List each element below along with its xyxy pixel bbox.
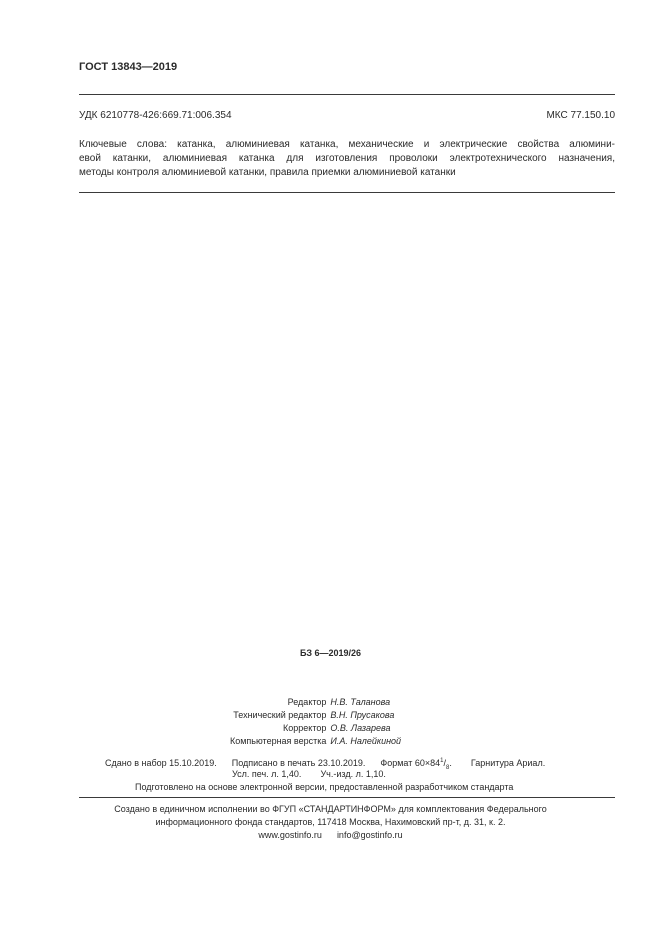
signed-date: Подписано в печать 23.10.2019.: [231, 758, 366, 768]
submitted-date: Сдано в набор 15.10.2019.: [105, 758, 217, 768]
website-link[interactable]: www.gostinfo.ru: [258, 830, 322, 840]
staff-role: Технический редактор: [233, 710, 327, 720]
document-code: ГОСТ 13843—2019: [79, 61, 178, 73]
keywords-line: методы контроля алюминиевой катанки, правила приемки алюминиевой катанки: [79, 167, 456, 178]
staff-person: О.В. Лазарева: [330, 723, 391, 733]
bz-number: БЗ 6—2019/26: [299, 648, 362, 658]
mks-code: МКС 77.150.10: [546, 110, 615, 121]
staff-person: Н.В. Таланова: [330, 697, 391, 707]
email-link[interactable]: info@gostinfo.ru: [336, 830, 403, 840]
keywords-line: евой катанки, алюминиевая катанка для изготовления проволоки электротехнического назначения,: [79, 153, 615, 164]
top-rule: [79, 94, 615, 95]
staff-role: Компьютерная верстка: [230, 736, 327, 746]
typeface: Гарнитура Ариал.: [470, 758, 546, 768]
staff-person: И.А. Налейкиной: [330, 736, 402, 746]
format-prefix: Формат 60×84: [380, 758, 441, 768]
publisher-sheets: Уч.-изд. л. 1,10.: [320, 769, 386, 779]
keywords-paragraph: [79, 138, 615, 180]
footer-rule: [79, 797, 615, 798]
footer-contacts: [0, 829, 661, 842]
prepared-note: Подготовлено на основе электронной версии, предоставленной разработчиком стандарта: [135, 782, 514, 792]
format-sub: 8: [446, 764, 450, 771]
udk-code: УДК 6210778-426:669.71:006.354: [79, 110, 232, 121]
keywords-line: Ключевые слова: катанка, алюминиевая катанка, механические и электрические свойства алюмини-: [79, 139, 615, 150]
paper-format: Формат $60\times 84^1/_8$.: [380, 758, 452, 771]
staff-list: [230, 696, 401, 748]
keywords-rule: [79, 192, 615, 193]
format-suffix: .: [449, 758, 452, 768]
footer-line1: Создано в единичном исполнении во ФГУП «СТАНДАРТИНФОРМ» для комплектования Федерального: [114, 804, 547, 814]
staff-role: Корректор: [283, 723, 327, 733]
print-info-line2: [232, 768, 386, 781]
staff-person: В.Н. Прусакова: [330, 710, 395, 720]
format-sup: 1: [440, 758, 444, 764]
footer-line2: информационного фонда стандартов, 117418 Москва, Нахимовский пр-т, д. 31, к. 2.: [155, 817, 506, 827]
print-sheets: Усл. печ. л. 1,40.: [232, 769, 302, 779]
staff-role: Редактор: [287, 697, 327, 707]
